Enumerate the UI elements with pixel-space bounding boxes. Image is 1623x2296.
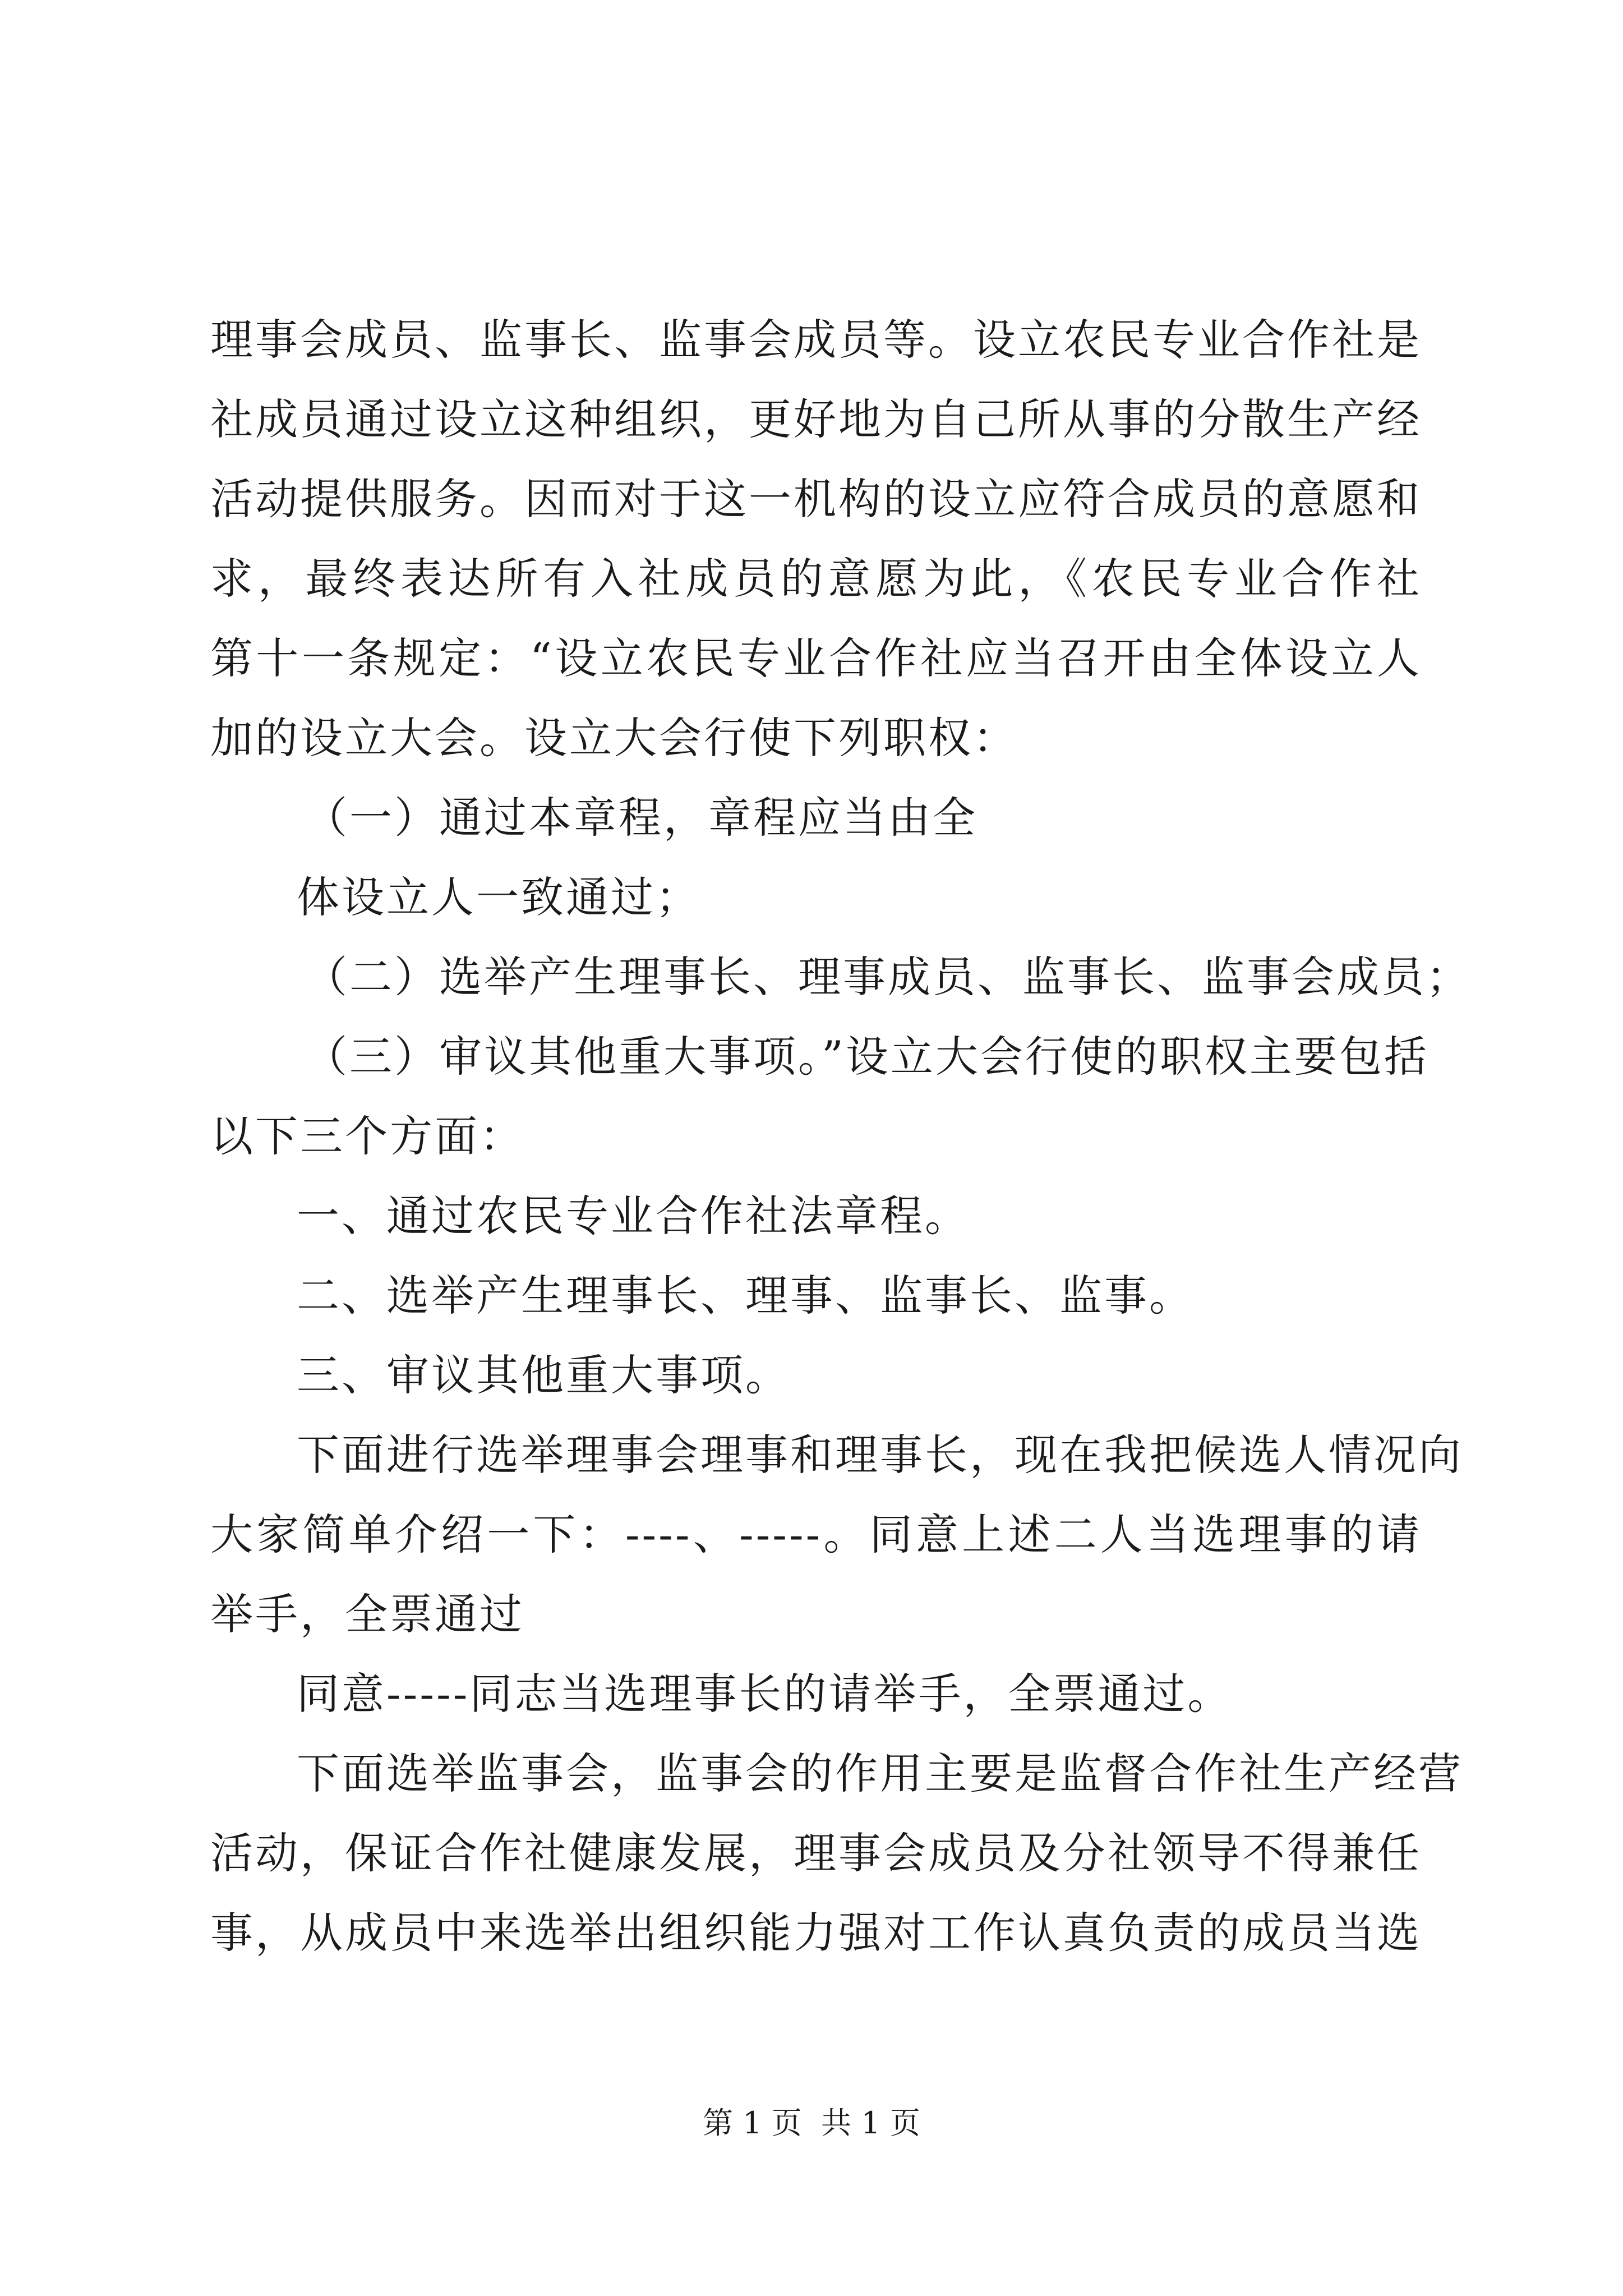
text-line: 同意-----同志当选理事长的请举手，全票通过。 (297, 1669, 1233, 1719)
list-item: 一、通过农民专业合作社法章程。 (297, 1191, 970, 1241)
text-line: 第十一条规定：“设立农民专业合作社应当召开由全体设立人 (210, 633, 1422, 683)
text-line: 加的设立大会。设立大会行使下列职权： (210, 713, 1018, 763)
text-line: 理事会成员、监事长、监事会成员等。设立农民专业合作社是 (210, 315, 1422, 365)
text-line: 求，最终表达所有入社成员的意愿为此，《农民专业合作社 (210, 554, 1422, 604)
text-line: 大家简单介绍一下：----、-----。同意上述二人当选理事的请 (210, 1510, 1422, 1559)
text-line: 体设立人一致通过； (297, 872, 700, 922)
list-item: 二、选举产生理事长、理事、监事长、监事。 (297, 1271, 1194, 1320)
text-line: 活动，保证合作社健康发展，理事会成员及分社领导不得兼任 (210, 1828, 1422, 1878)
list-item: （三）审议其他重大事项。”设立大会行使的职权主要包括 (305, 1032, 1429, 1082)
text-line: 社成员通过设立这种组织，更好地为自己所从事的分散生产经 (210, 394, 1422, 444)
list-item: （一）通过本章程，章程应当由全 (305, 793, 978, 843)
text-line: 事，从成员中来选举出组织能力强对工作认真负责的成员当选 (210, 1908, 1422, 1958)
page-footer: 第 1 页 共 1 页 (703, 2105, 920, 2141)
body-text (210, 300, 1471, 1973)
text-line: 下面进行选举理事会理事和理事长，现在我把候选人情况向 (297, 1430, 1463, 1480)
text-line: 活动提供服务。因而对于这一机构的设立应符合成员的意愿和 (210, 474, 1422, 524)
list-item: 三、审议其他重大事项。 (297, 1350, 790, 1400)
text-line: 以下三个方面： (210, 1111, 524, 1161)
text-line: 举手，全票通过 (210, 1589, 524, 1639)
list-item: （二）选举产生理事长、理事成员、监事长、监事会成员； (305, 952, 1471, 1002)
text-line: 下面选举监事会，监事会的作用主要是监督合作社生产经营 (297, 1749, 1463, 1798)
